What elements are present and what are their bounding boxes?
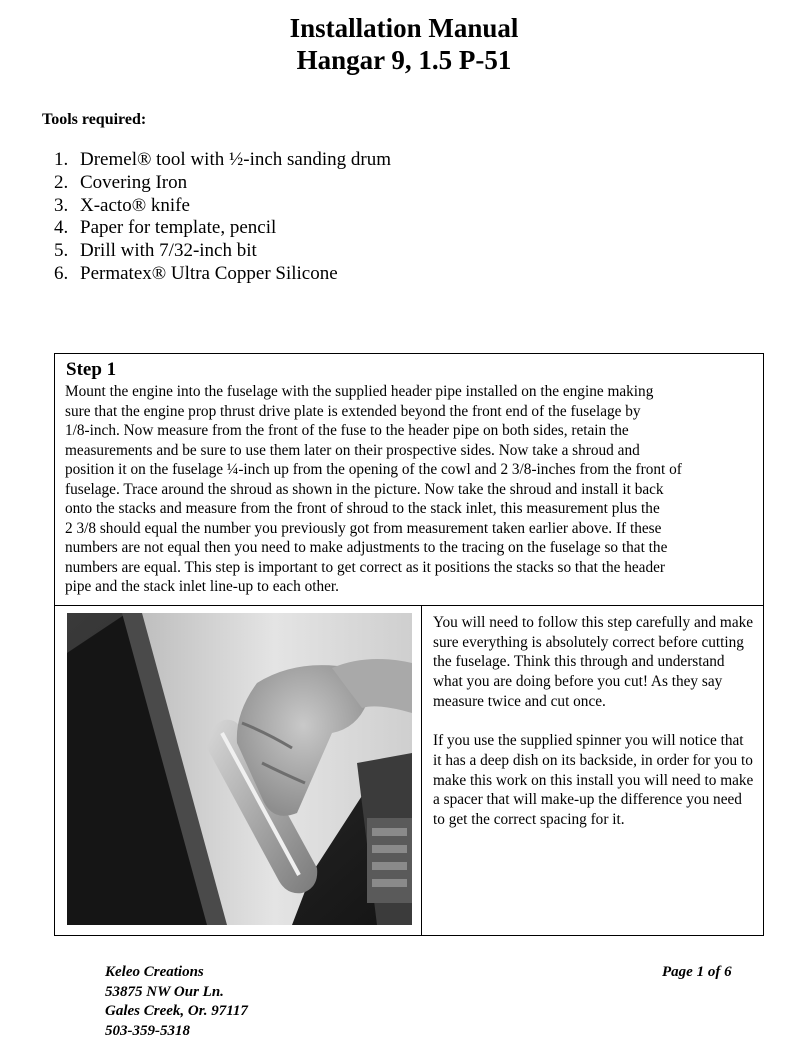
step-notes-cell <box>433 613 755 849</box>
list-text: Permatex® Ultra Copper Silicone <box>80 262 338 284</box>
list-text: Drill with 7/32-inch bit <box>80 240 257 262</box>
list-number: 4. <box>54 217 69 239</box>
address-line-2: Gales Creek, Or. 97117 <box>105 1003 248 1020</box>
list-number: 2. <box>54 171 69 193</box>
list-number: 5. <box>54 240 69 262</box>
tools-required-label: Tools required: <box>42 111 147 128</box>
title-line-2: Hangar 9, 1.5 P-51 <box>296 45 512 75</box>
phone-number: 503-359-5318 <box>105 1022 190 1039</box>
title-line-1: Installation Manual <box>289 13 519 43</box>
list-item <box>54 217 391 240</box>
engine-shroud-photo <box>67 613 412 925</box>
list-item <box>54 172 391 195</box>
step-body-text: Mount the engine into the fuselage with the supplied header pipe installed on the engine making sure that the engine prop thrust drive plate is extended beyond the front end of the fuselage by 1/8-inch. Now measure from the front of the fuse to the header pipe on both sides, retain the measurements and be sure to use them later on their prospective sides. Now take a shroud and position it on the fuselage ¼-inch up from the opening of the cowl and 2 3/8-inches from the front of fuselage. Trace around the shroud as shown in the picture. Now take the shroud and install it back onto the stacks and measure from the front of shroud to the stack inlet, this measurement plus the 2 3/8 should equal the number you previously got from measurement taken earlier above. If these numbers are not equal then you need to make adjustments to the tracing on the fuselage so that the numbers are equal. This step is important to get correct as it positions the stacks so that the header pipe and the stack inlet line-up to each other. <box>65 383 682 595</box>
page-number: Page 1 of 6 <box>662 964 732 980</box>
list-number: 1. <box>54 149 69 170</box>
footer-contact <box>105 963 248 1041</box>
note-paragraph-2: If you use the supplied spinner you will notice that it has a deep dish on its backside, in order for you to make this work on this install you will need to make a spacer that will make-up the difference you need to get the correct spacing for it. <box>433 732 754 829</box>
step-instructions-cell <box>55 354 763 606</box>
list-text: X-acto® knife <box>80 194 190 216</box>
list-number: 6. <box>54 262 69 284</box>
step-heading: Step 1 <box>66 359 117 380</box>
list-text: Covering Iron <box>80 171 188 193</box>
photo-illustration <box>67 613 412 925</box>
photo-cell <box>55 606 422 935</box>
list-text: Dremel® tool with ½-inch sanding drum <box>80 149 391 170</box>
note-paragraph-1: You will need to follow this step carefully and make sure everything is absolutely correct before cutting the fuselage. Think this through and understand what you are doing before you cut! As they say measure twice and cut once. <box>433 614 754 710</box>
list-item <box>54 263 391 286</box>
tools-list <box>54 149 391 286</box>
list-item <box>54 149 391 172</box>
list-number: 3. <box>54 194 69 216</box>
page-title <box>0 12 808 76</box>
company-name: Keleo Creations <box>105 964 204 980</box>
step-1-table <box>54 353 764 936</box>
list-item <box>54 195 391 218</box>
list-item <box>54 240 391 263</box>
address-line-1: 53875 NW Our Ln. <box>105 983 224 1000</box>
list-text: Paper for template, pencil <box>80 217 277 239</box>
